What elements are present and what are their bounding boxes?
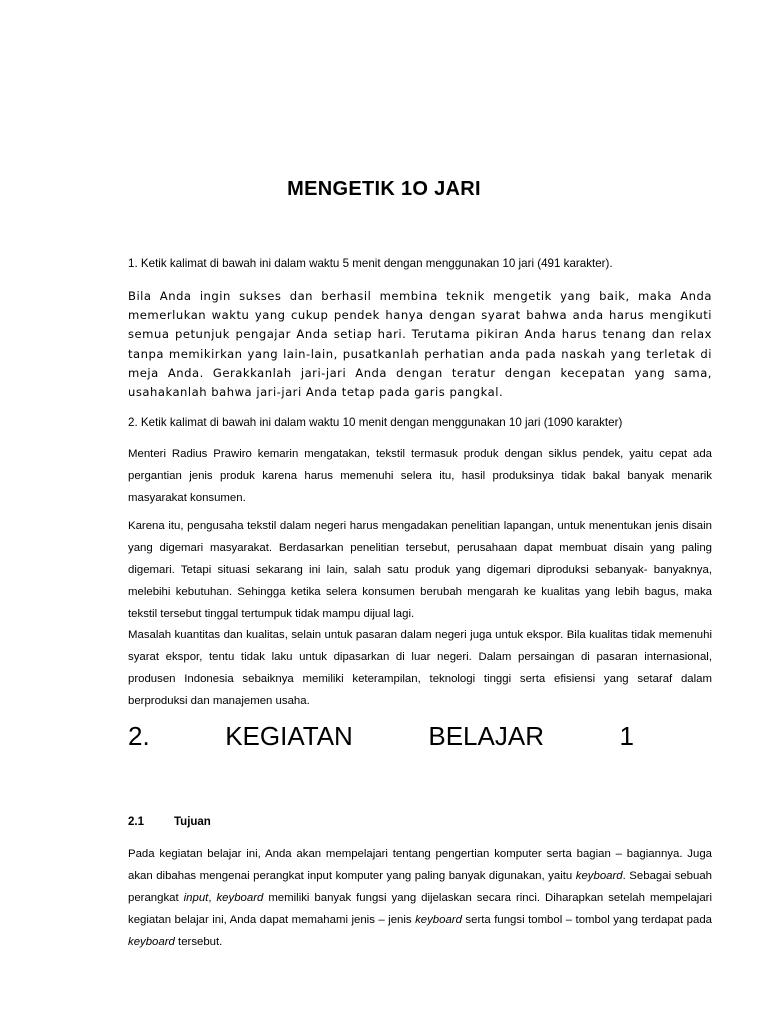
section-number: 2.: [128, 721, 150, 751]
tujuan-italic-keyboard-2: keyboard: [216, 892, 264, 904]
exercise2-paragraph-2: Karena itu, pengusaha tekstil dalam negeri harus mengadakan penelitian lapangan, untuk menentukan jenis disain yang digemari masyarakat. Berdasarkan penelitian tersebut, perusahaan dapat membuat disain yang paling digemari. Tetapi situasi sekarang ini lain, salah satu produk yang digemari diproduksi sebanyak- banyaknya, melebihi kebutuhan. Sehingga ketika selera konsumen berubah mengarah ke kualitas yang lebih bagus, maka tekstil tersebut tinggal tertumpuk tidak mampu dijual lagi.: [128, 520, 712, 620]
subsection-number: 2.1: [128, 816, 144, 828]
tujuan-italic-keyboard-1: keyboard: [575, 870, 623, 882]
tujuan-text-2: . Sebagai sebuah perangkat: [128, 870, 712, 904]
tujuan-text-6: tersebut.: [174, 936, 223, 948]
tujuan-italic-input: input: [183, 892, 209, 904]
section-word-number: 1: [619, 721, 634, 751]
section-word-belajar: BELAJAR: [428, 721, 544, 751]
tujuan-text-1: Pada kegiatan belajar ini, Anda akan mempelajari tentang pengertian komputer serta bagian – bagiannya. Juga akan dibahas mengenai perangkat input komputer yang paling banyak digunakan, yaitu: [128, 848, 712, 882]
tujuan-paragraph: [128, 843, 712, 953]
exercise1-paragraph: Bila Anda ingin sukses dan berhasil membina teknik mengetik yang baik, maka Anda memerlukan waktu yang cukup pendek hanya dengan syarat bahwa anda harus mengikuti semua petunjuk pengajar Anda setiap hari. Terutama pikiran Anda harus tenang dan relax tanpa memikirkan yang lain-lain, pusatkanlah perhatian anda pada naskah yang terletak di meja Anda. Gerakkanlah jari-jari Anda dengan teratur dengan kecepatan yang sama, usahakanlah bahwa jari-jari Anda tetap pada garis pangkal.: [128, 289, 712, 400]
section-heading: [128, 718, 634, 754]
section-word-kegiatan: KEGIATAN: [225, 721, 353, 751]
subsection-heading: [128, 814, 211, 830]
exercise1-instruction: 1. Ketik kalimat di bawah ini dalam waktu 5 menit dengan menggunakan 10 jari (491 karakter).: [128, 257, 613, 270]
exercise2-instruction: 2. Ketik kalimat di bawah ini dalam waktu 10 menit dengan menggunakan 10 jari (1090 karakter): [128, 416, 623, 429]
tujuan-text-3: ,: [208, 892, 217, 904]
tujuan-text-5: serta fungsi tombol – tombol yang terdapat pada: [461, 914, 712, 926]
exercise2-paragraph-1: Menteri Radius Prawiro kemarin mengatakan, tekstil termasuk produk dengan siklus pendek, yaitu cepat ada pergantian jenis produk karena harus memenuhi selera itu, hasil produksinya tidak bakal banyak menarik masyarakat konsumen.: [128, 448, 712, 504]
tujuan-italic-keyboard-4: keyboard: [128, 936, 175, 948]
tujuan-text-4: memiliki banyak fungsi yang dijelaskan secara rinci. Diharapkan setelah mempelajari kegiatan belajar ini, Anda dapat memahami jenis – jenis: [128, 892, 712, 926]
exercise2-paragraph-3: Masalah kuantitas dan kualitas, selain untuk pasaran dalam negeri juga untuk ekspor. Bila kualitas tidak memenuhi syarat ekspor, tentu tidak laku untuk dipasarkan di luar negeri. Dalam persaingan di pasaran internasional, produsen Indonesia sebaiknya memiliki keterampilan, teknologi tinggi serta efisiensi yang setaraf dalam berproduksi dan manajemen usaha.: [128, 629, 712, 707]
tujuan-italic-keyboard-3: keyboard: [415, 914, 462, 926]
subsection-title: Tujuan: [174, 816, 211, 828]
page-title: MENGETIK 1O JARI: [287, 178, 481, 200]
